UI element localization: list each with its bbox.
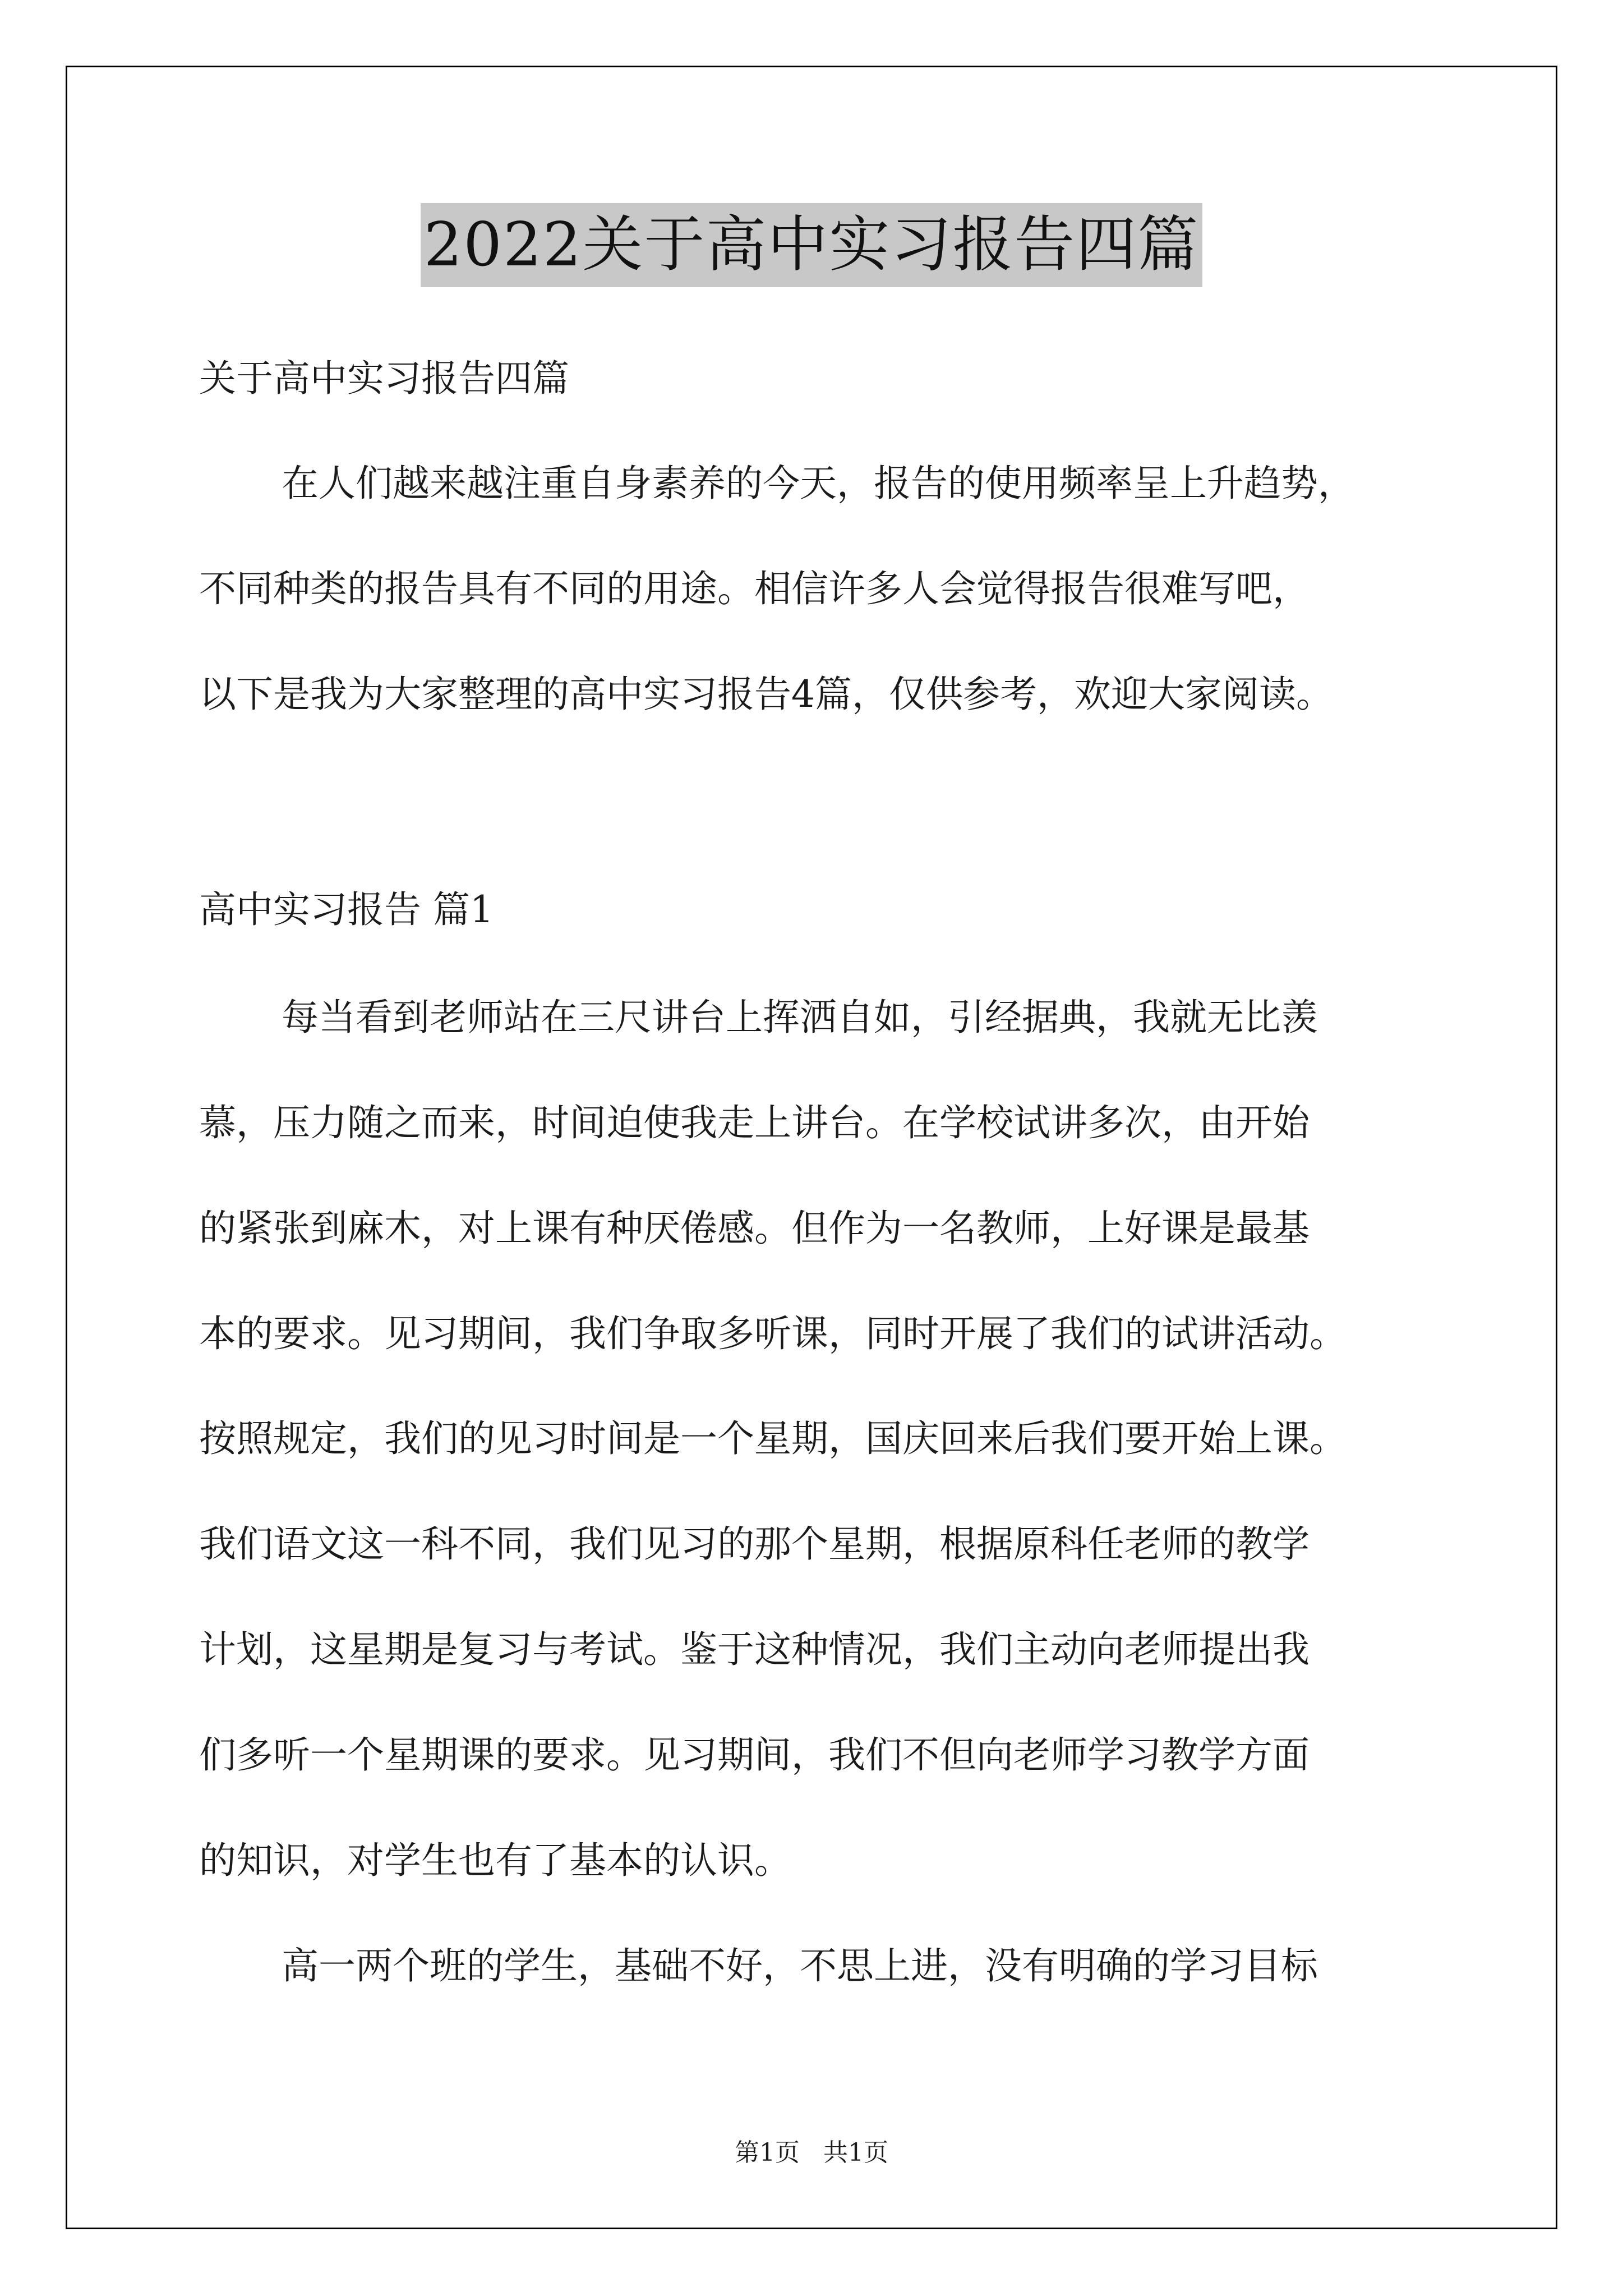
body-line: 高一两个班的学生，基础不好，不思上进，没有明确的学习目标 <box>282 1944 1318 1987</box>
body-line: 的知识，对学生也有了基本的认识。 <box>199 1839 791 1882</box>
document-subtitle: 关于高中实习报告四篇 <box>199 357 569 400</box>
title-container <box>0 203 1623 287</box>
body-line: 我们语文这一科不同，我们见习的那个星期，根据原科任老师的教学 <box>199 1522 1310 1566</box>
intro-line: 以下是我为大家整理的高中实习报告4篇，仅供参考，欢迎大家阅读。 <box>199 673 1333 716</box>
intro-line: 在人们越来越注重自身素养的今天，报告的使用频率呈上升趋势， <box>282 462 1355 505</box>
section-heading: 高中实习报告 篇1 <box>199 888 494 931</box>
intro-line: 不同种类的报告具有不同的用途。相信许多人会觉得报告很难写吧， <box>199 567 1310 610</box>
document-title: 2022关于高中实习报告四篇 <box>421 203 1203 287</box>
body-line: 按照规定，我们的见习时间是一个星期，国庆回来后我们要开始上课。 <box>199 1417 1347 1460</box>
body-line: 的紧张到麻木，对上课有种厌倦感。但作为一名教师，上好课是最基 <box>199 1207 1310 1250</box>
page-number: 第1页 共1页 <box>735 2138 888 2167</box>
body-line: 计划，这星期是复习与考试。鉴于这种情况，我们主动向老师提出我 <box>199 1628 1310 1671</box>
body-line: 们多听一个星期课的要求。见习期间，我们不但向老师学习教学方面 <box>199 1733 1310 1777</box>
body-line: 每当看到老师站在三尺讲台上挥洒自如，引经据典，我就无比羡 <box>282 996 1318 1039</box>
body-line: 慕，压力随之而来，时间迫使我走上讲台。在学校试讲多次，由开始 <box>199 1101 1310 1144</box>
body-line: 本的要求。见习期间，我们争取多听课，同时开展了我们的试讲活动。 <box>199 1312 1347 1355</box>
